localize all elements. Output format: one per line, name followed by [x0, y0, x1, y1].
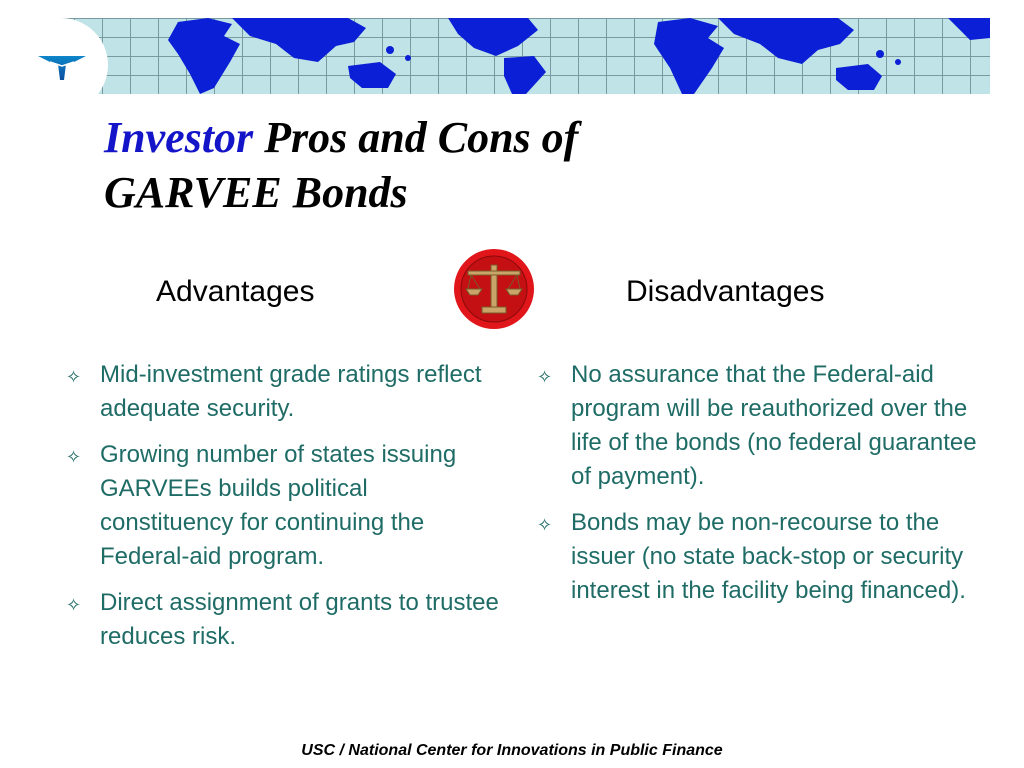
logo-icon: [36, 54, 88, 82]
title-line1-rest: Pros and Cons of: [264, 113, 579, 162]
four-point-star-bullet-icon: ✧: [537, 515, 553, 535]
footer-credit: USC / National Center for Innovations in Public Finance: [301, 742, 723, 759]
title-line2: GARVEE Bonds: [104, 168, 408, 217]
list-item-text: Direct assignment of grants to trustee reduces risk.: [100, 589, 499, 650]
title-accent-word: Investor: [104, 113, 254, 162]
world-map-graphic: [18, 18, 990, 94]
list-item: [62, 438, 502, 574]
four-point-star-bullet-icon: ✧: [66, 595, 82, 615]
disadvantages-heading: Disadvantages: [626, 275, 825, 308]
list-item: [62, 586, 502, 654]
advantages-list: [62, 358, 502, 666]
four-point-star-bullet-icon: ✧: [537, 367, 553, 387]
list-item: [62, 358, 502, 426]
world-map-banner: [18, 18, 990, 94]
list-item-text: Growing number of states issuing GARVEEs builds political constituency for continuing the Federal-aid program.: [100, 441, 457, 570]
list-item-text: Bonds may be non-recourse to the issuer (no state back-stop or security interest in the facility being financed).: [571, 509, 966, 604]
slide-title: [104, 110, 578, 220]
list-item-text: No assurance that the Federal-aid program will be reauthorized over the life of the bonds (no federal guarantee of payment).: [571, 361, 977, 490]
disadvantages-list: [533, 358, 993, 620]
list-item: [533, 358, 993, 494]
scale-of-justice-icon: [452, 247, 536, 331]
four-point-star-bullet-icon: ✧: [66, 367, 82, 387]
advantages-heading: Advantages: [156, 275, 315, 308]
list-item: [533, 506, 993, 608]
list-item-text: Mid-investment grade ratings reflect adequate security.: [100, 361, 482, 422]
four-point-star-bullet-icon: ✧: [66, 447, 82, 467]
